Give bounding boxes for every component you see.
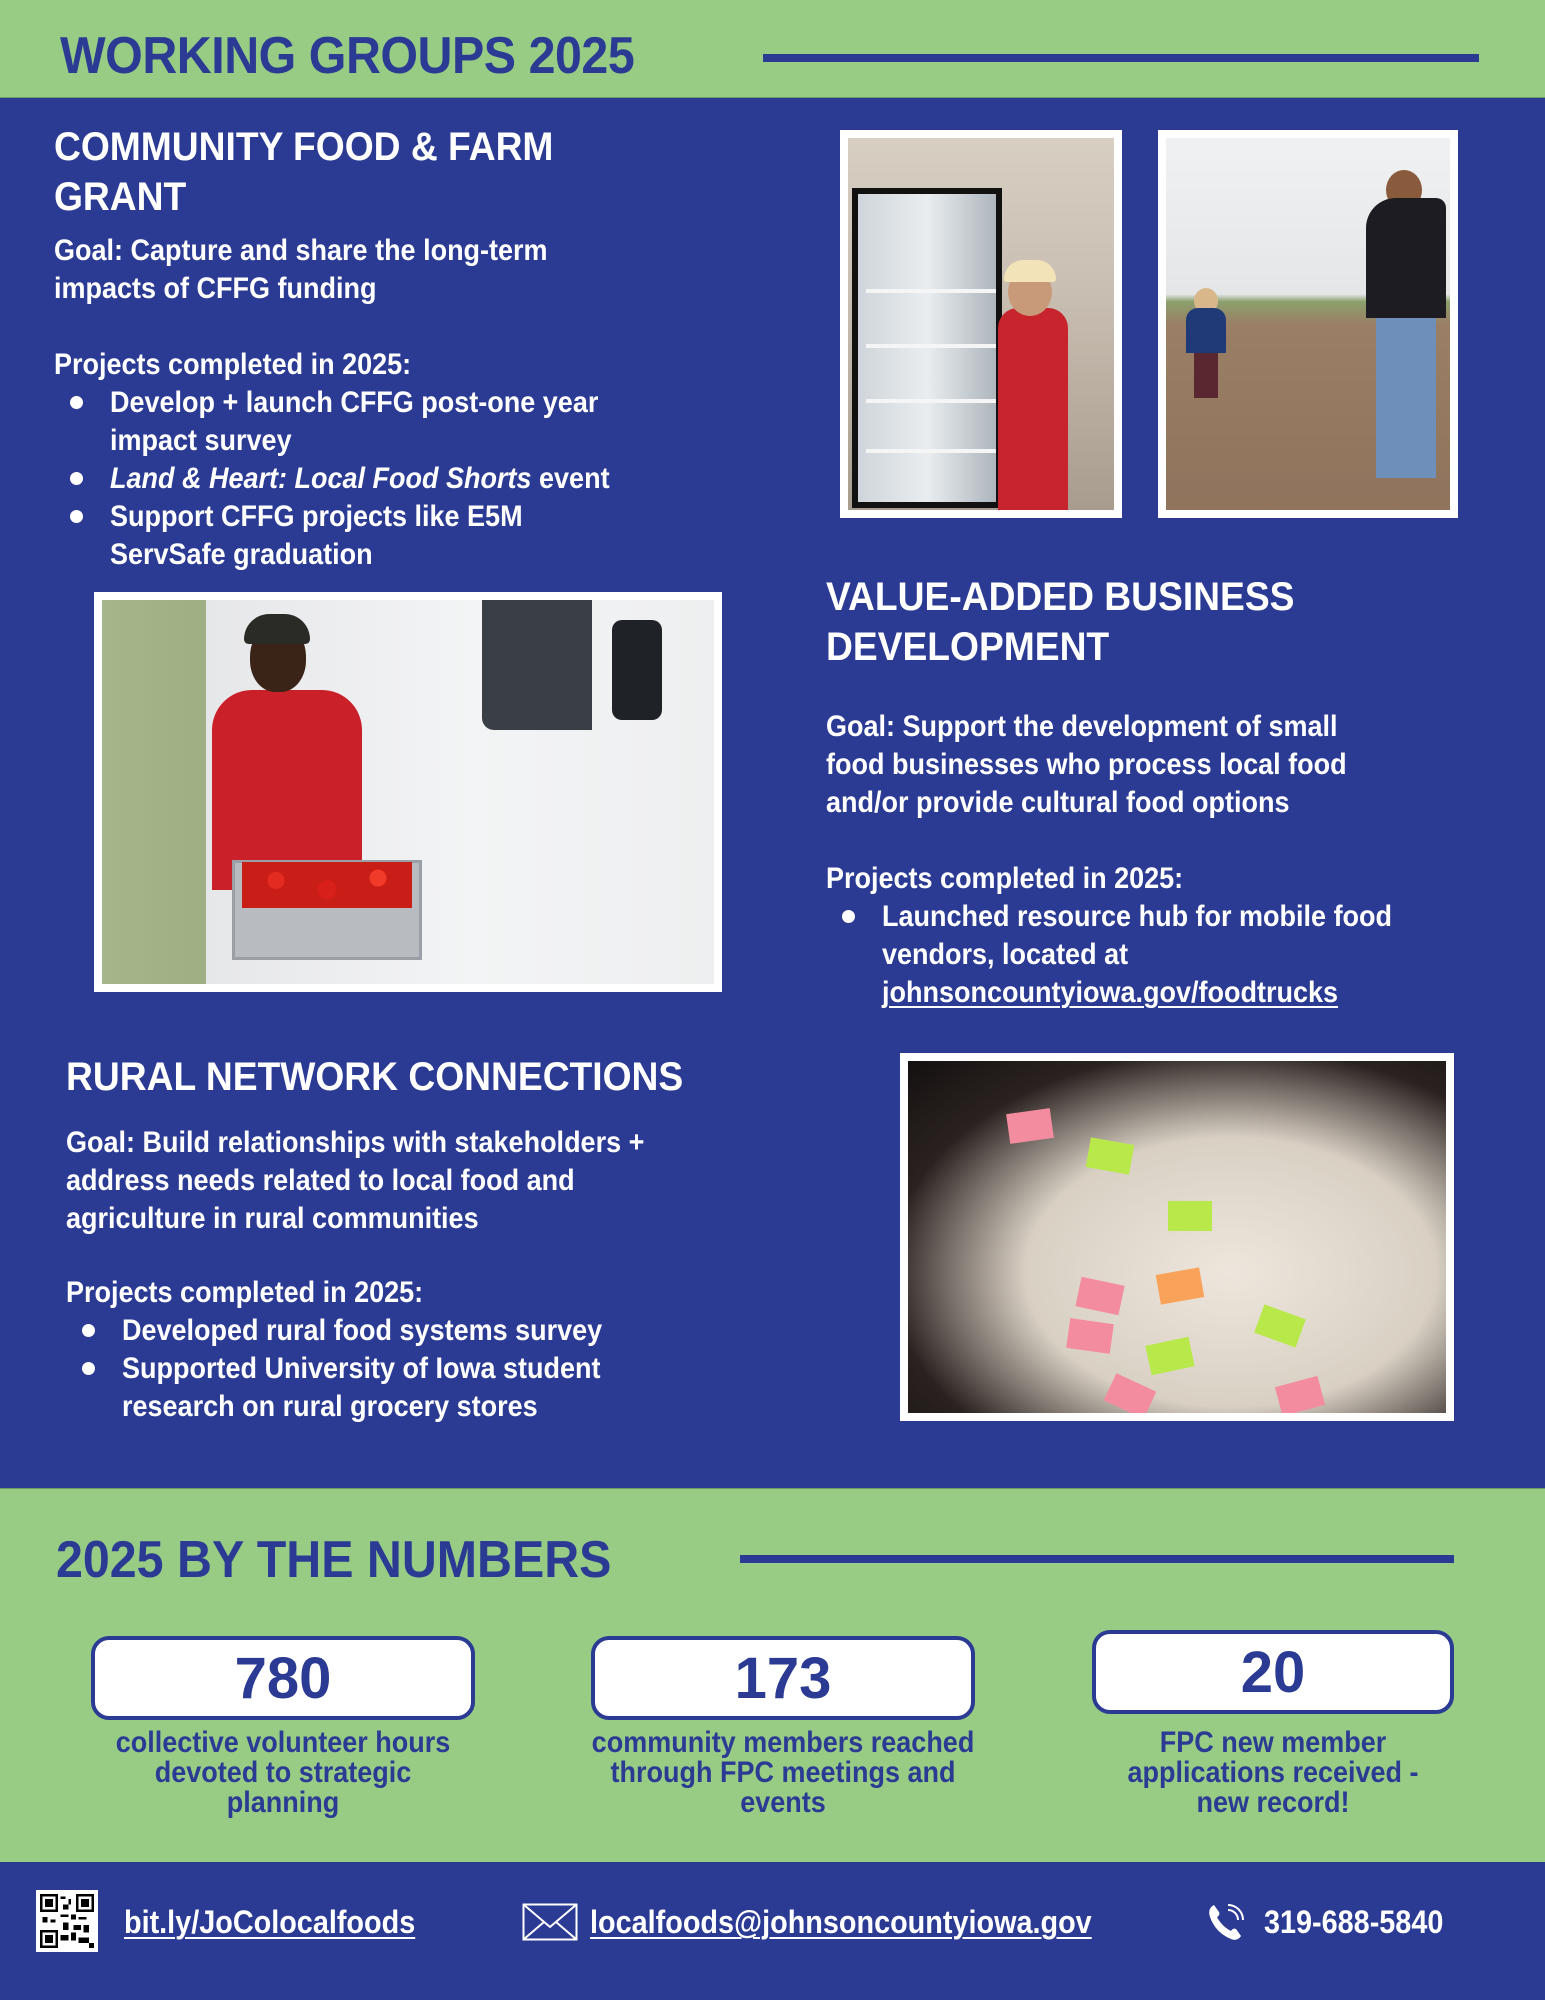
stat-new-members-box: 20 (1092, 1630, 1454, 1714)
email-link[interactable]: localfoods@johnsoncountyiowa.gov (590, 1904, 1092, 1940)
photo-sticky-notes (900, 1053, 1454, 1421)
stat-community-members-box: 173 (591, 1636, 975, 1720)
cffg-projects-heading: Projects completed in 2025: (54, 348, 412, 381)
value-added-title: VALUE-ADDED BUSINESS DEVELOPMENT (826, 575, 1295, 669)
list-item: Supported University of Iowa student research on rural grocery stores (66, 1350, 656, 1426)
stat-new-members-label: FPC new member applications received - new record! (1127, 1726, 1419, 1819)
bullet-icon (842, 910, 855, 923)
phone-number: 319-688-5840 (1264, 1904, 1444, 1940)
list-item: Launched resource hub for mobile food vendors, located at johnsoncountyiowa.gov/foodtrucks (826, 898, 1449, 1012)
phone-icon (1206, 1902, 1246, 1942)
rural-goal: Goal: Build relationships with stakeholders + address needs related to local food and agriculture in rural communities (66, 1126, 645, 1235)
list-item: Support CFFG projects like E5M ServSafe graduation (54, 498, 665, 574)
bullet-icon (70, 396, 83, 409)
list-item: Develop + launch CFFG post-one year impact survey (54, 384, 665, 460)
rural-title: RURAL NETWORK CONNECTIONS (66, 1055, 684, 1099)
cffg-projects-list (54, 384, 665, 574)
rural-projects-list (66, 1312, 656, 1426)
numbers-title: 2025 BY THE NUMBERS (56, 1531, 612, 1589)
cffg-title: COMMUNITY FOOD & FARM GRANT (54, 125, 554, 219)
stat-volunteer-hours-label: collective volunteer hours devoted to strategic planning (115, 1726, 451, 1819)
value-added-projects-list (826, 898, 1449, 1012)
foodtrucks-link[interactable]: johnsoncountyiowa.gov/foodtrucks (882, 976, 1339, 1009)
photo-field (1158, 130, 1458, 518)
numbers-divider (740, 1555, 1454, 1563)
page-title: WORKING GROUPS 2025 (60, 27, 635, 85)
bullet-icon (70, 472, 83, 485)
photo-fridge (840, 130, 1122, 518)
bullet-icon (70, 510, 83, 523)
photo-farmer (94, 592, 722, 992)
stat-community-members-label: community members reached through FPC meetings and events (591, 1726, 975, 1819)
website-link[interactable]: bit.ly/JoColocalfoods (124, 1904, 416, 1940)
qr-code-icon[interactable] (36, 1890, 98, 1952)
stat-volunteer-hours-box: 780 (91, 1636, 475, 1720)
rural-projects-heading: Projects completed in 2025: (66, 1276, 424, 1309)
list-item: Developed rural food systems survey (66, 1312, 656, 1350)
envelope-icon (522, 1903, 578, 1941)
value-added-goal: Goal: Support the development of small food businesses who process local food and/or provide cultural food options (826, 710, 1347, 819)
title-divider (763, 54, 1479, 62)
list-item: Land & Heart: Local Food Shorts event (54, 460, 665, 498)
bullet-icon (82, 1324, 95, 1337)
cffg-goal: Goal: Capture and share the long-term impacts of CFFG funding (54, 234, 548, 305)
value-added-projects-heading: Projects completed in 2025: (826, 862, 1184, 895)
bullet-icon (82, 1362, 95, 1375)
